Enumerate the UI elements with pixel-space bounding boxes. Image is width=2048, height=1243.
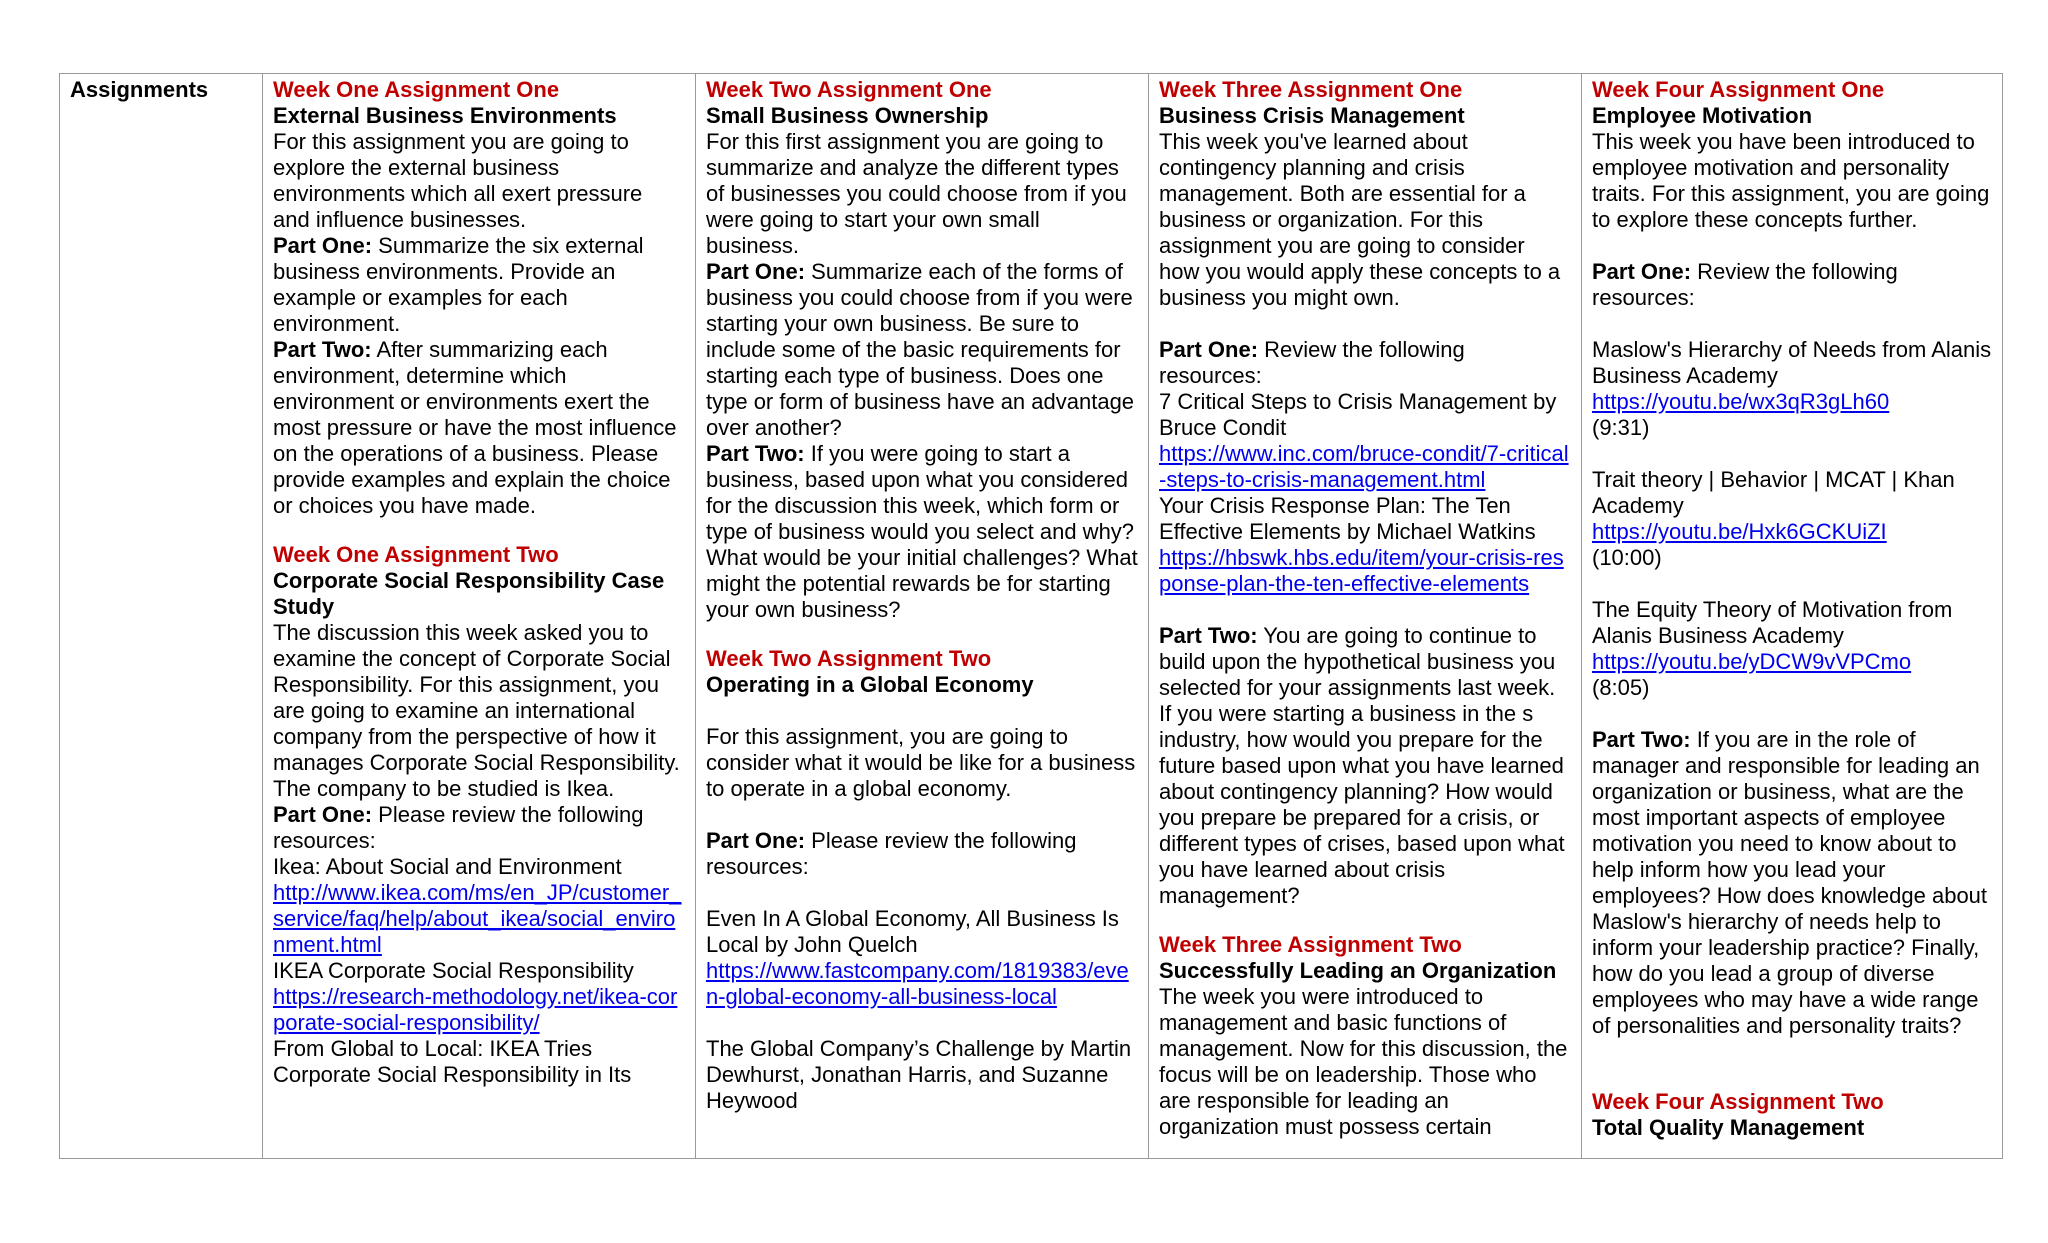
week-four-assignment-one-intro: This week you have been introduced to employee motivation and personality traits. For this assignment, you are going to explore these concepts further. xyxy=(1592,129,1990,232)
resource-link[interactable]: https://www.fastcompany.com/1819383/even-global-economy-all-business-local xyxy=(706,958,1129,1009)
part-one-label: Part One: xyxy=(1159,337,1259,362)
resource-title: From Global to Local: IKEA Tries Corporate Social Responsibility in Its xyxy=(273,1036,632,1087)
week-four-assignment-two-heading: Week Four Assignment Two xyxy=(1592,1089,1884,1114)
week-three-assignment-two-title: Successfully Leading an Organization xyxy=(1159,958,1557,983)
part-one-label: Part One: xyxy=(706,828,806,853)
resource-title: The Global Company’s Challenge by Martin Dewhurst, Jonathan Harris, and Suzanne Heywood xyxy=(706,1036,1132,1113)
week-four-assignment-two-title: Total Quality Management xyxy=(1592,1115,1865,1140)
week-two-cell xyxy=(696,74,1149,1158)
resource-title: IKEA Corporate Social Responsibility xyxy=(273,958,634,983)
week-one-assignment-one-title: External Business Environments xyxy=(273,103,617,128)
part-one-label: Part One: xyxy=(1592,259,1692,284)
week-one-assignment-two-heading: Week One Assignment Two xyxy=(273,542,559,567)
part-one-text: Please review the following resources: xyxy=(706,828,1077,879)
part-two-label: Part Two: xyxy=(1159,623,1258,648)
week-one-assignment-one-intro: For this assignment you are going to explore the external business environments which all exert pressure and influence businesses. xyxy=(273,129,643,232)
resource-link[interactable]: http://www.ikea.com/ms/en_JP/customer_service/faq/help/about_ikea/social_environment.html xyxy=(273,880,682,957)
week-three-part-two xyxy=(1159,623,1571,909)
week-one-part-two xyxy=(273,337,685,519)
resource-title: Even In A Global Economy, All Business Is Local by John Quelch xyxy=(706,906,1119,957)
part-two-text: If you were going to start a business, based upon what you considered for the discussion this week, which form or type of business would you select and why? What would be your initial challenges? What might the potential rewards be for starting your own business? xyxy=(706,441,1138,622)
part-two-text: You are going to continue to build upon the hypothetical business you selected for your assignments last week. If you were starting a business in the s industry, how would you prepare for the future based upon what you have learned about contingency planning? How would you prepare be prepared for a crisis, or different types of crises, based upon what you have learned about crisis management? xyxy=(1159,623,1565,908)
week-two-assignment-two-intro: For this assignment, you are going to consider what it would be like for a business to operate in a global economy. xyxy=(706,724,1136,801)
row-label: Assignments xyxy=(70,77,209,102)
week-two-part-two xyxy=(706,441,1138,623)
resource-link[interactable]: https://youtu.be/yDCW9vVPCmo xyxy=(1592,649,1912,674)
week-three-assignment-one-title: Business Crisis Management xyxy=(1159,103,1465,128)
week-one-assignment-two-title: Corporate Social Responsibility Case Study xyxy=(273,568,665,619)
week-one-cell xyxy=(263,74,696,1158)
resource-title: Maslow's Hierarchy of Needs from Alanis Business Academy xyxy=(1592,337,1992,388)
week-two-assignment-one-heading: Week Two Assignment One xyxy=(706,77,992,102)
resource-link[interactable]: https://www.inc.com/bruce-condit/7-critical-steps-to-crisis-management.html xyxy=(1159,441,1569,492)
part-one-text: Please review the following resources: xyxy=(273,802,644,853)
resource-title: Ikea: About Social and Environment xyxy=(273,854,622,879)
resource-link[interactable]: https://youtu.be/wx3qR3gLh60 xyxy=(1592,389,1890,414)
part-two-label: Part Two: xyxy=(706,441,805,466)
week-one-assignment-two-part-one xyxy=(273,802,685,854)
week-four-part-two xyxy=(1592,727,1992,1039)
week-three-assignment-two-heading: Week Three Assignment Two xyxy=(1159,932,1462,957)
resource-link[interactable]: https://hbswk.hbs.edu/item/your-crisis-response-plan-the-ten-effective-elements xyxy=(1159,545,1564,596)
resource-title: 7 Critical Steps to Crisis Management by Bruce Condit xyxy=(1159,389,1557,440)
row-label-cell xyxy=(60,74,263,1158)
part-one-text: Summarize each of the forms of business you could choose from if you were starting your own business. Be sure to include some of the basic requirements for starting each type of business. Does one type or form of business have an advantage over another? xyxy=(706,259,1135,440)
week-two-part-one xyxy=(706,259,1138,441)
week-two-assignment-two-title: Operating in a Global Economy xyxy=(706,672,1034,697)
part-two-label: Part Two: xyxy=(273,337,372,362)
part-one-text: Review the following resources: xyxy=(1592,259,1898,310)
part-one-text: Summarize the six external business environments. Provide an example or examples for each environment. xyxy=(273,233,644,336)
week-two-assignment-one-intro: For this first assignment you are going to summarize and analyze the different types of businesses you could choose from if you were going to start your own small business. xyxy=(706,129,1127,258)
assignments-table xyxy=(59,73,2003,1159)
part-one-label: Part One: xyxy=(273,802,373,827)
week-four-assignment-one-title: Employee Motivation xyxy=(1592,103,1813,128)
resource-duration: (10:00) xyxy=(1592,545,1662,570)
resource-link[interactable]: https://youtu.be/Hxk6GCKUiZI xyxy=(1592,519,1887,544)
part-two-text: After summarizing each environment, determine which environment or environments exert the most pressure or have the most influence on the operations of a business. Please provide examples and explain the choice or choices you have made. xyxy=(273,337,677,518)
week-one-assignment-two-intro: The discussion this week asked you to examine the concept of Corporate Social Responsibility. For this assignment, you are going to examine an international company from the perspective of how it manages Corporate Social Responsibility. The company to be studied is Ikea. xyxy=(273,620,680,801)
week-two-assignment-two-heading: Week Two Assignment Two xyxy=(706,646,992,671)
week-three-part-one xyxy=(1159,337,1571,389)
week-two-assignment-one-title: Small Business Ownership xyxy=(706,103,989,128)
part-two-label: Part Two: xyxy=(1592,727,1691,752)
week-three-assignment-one-intro: This week you've learned about contingency planning and crisis management. Both are essential for a business or organization. For this assignment you are going to consider how you would apply these concepts to a business you might own. xyxy=(1159,129,1561,310)
part-one-label: Part One: xyxy=(706,259,806,284)
resource-duration: (8:05) xyxy=(1592,675,1650,700)
week-two-assignment-two-part-one xyxy=(706,828,1138,880)
week-three-assignment-one-heading: Week Three Assignment One xyxy=(1159,77,1463,102)
week-four-part-one xyxy=(1592,259,1992,311)
part-one-label: Part One: xyxy=(273,233,373,258)
week-four-cell xyxy=(1582,74,2002,1158)
part-one-text: Review the following resources: xyxy=(1159,337,1465,388)
resource-duration: (9:31) xyxy=(1592,415,1650,440)
week-three-assignment-two-intro: The week you were introduced to management and basic functions of management. Now for this discussion, the focus will be on leadership. Those who are responsible for leading an organization must possess certain xyxy=(1159,984,1568,1139)
resource-title: Your Crisis Response Plan: The Ten Effective Elements by Michael Watkins xyxy=(1159,493,1536,544)
resource-link[interactable]: https://research-methodology.net/ikea-corporate-social-responsibility/ xyxy=(273,984,678,1035)
week-four-assignment-one-heading: Week Four Assignment One xyxy=(1592,77,1885,102)
resource-title: Trait theory | Behavior | MCAT | Khan Academy xyxy=(1592,467,1955,518)
week-three-cell xyxy=(1149,74,1582,1158)
week-one-assignment-one-heading: Week One Assignment One xyxy=(273,77,560,102)
part-two-text: If you are in the role of manager and responsible for leading an organization or business, what are the most important aspects of employee motivation you need to know about to help inform how you lead your employees? How does knowledge about Maslow's hierarchy of needs help to inform your leadership practice? Finally, how do you lead a group of diverse employees who may have a wide range of personalities and personality traits? xyxy=(1592,727,1988,1038)
week-one-part-one xyxy=(273,233,685,337)
resource-title: The Equity Theory of Motivation from Alanis Business Academy xyxy=(1592,597,1953,648)
